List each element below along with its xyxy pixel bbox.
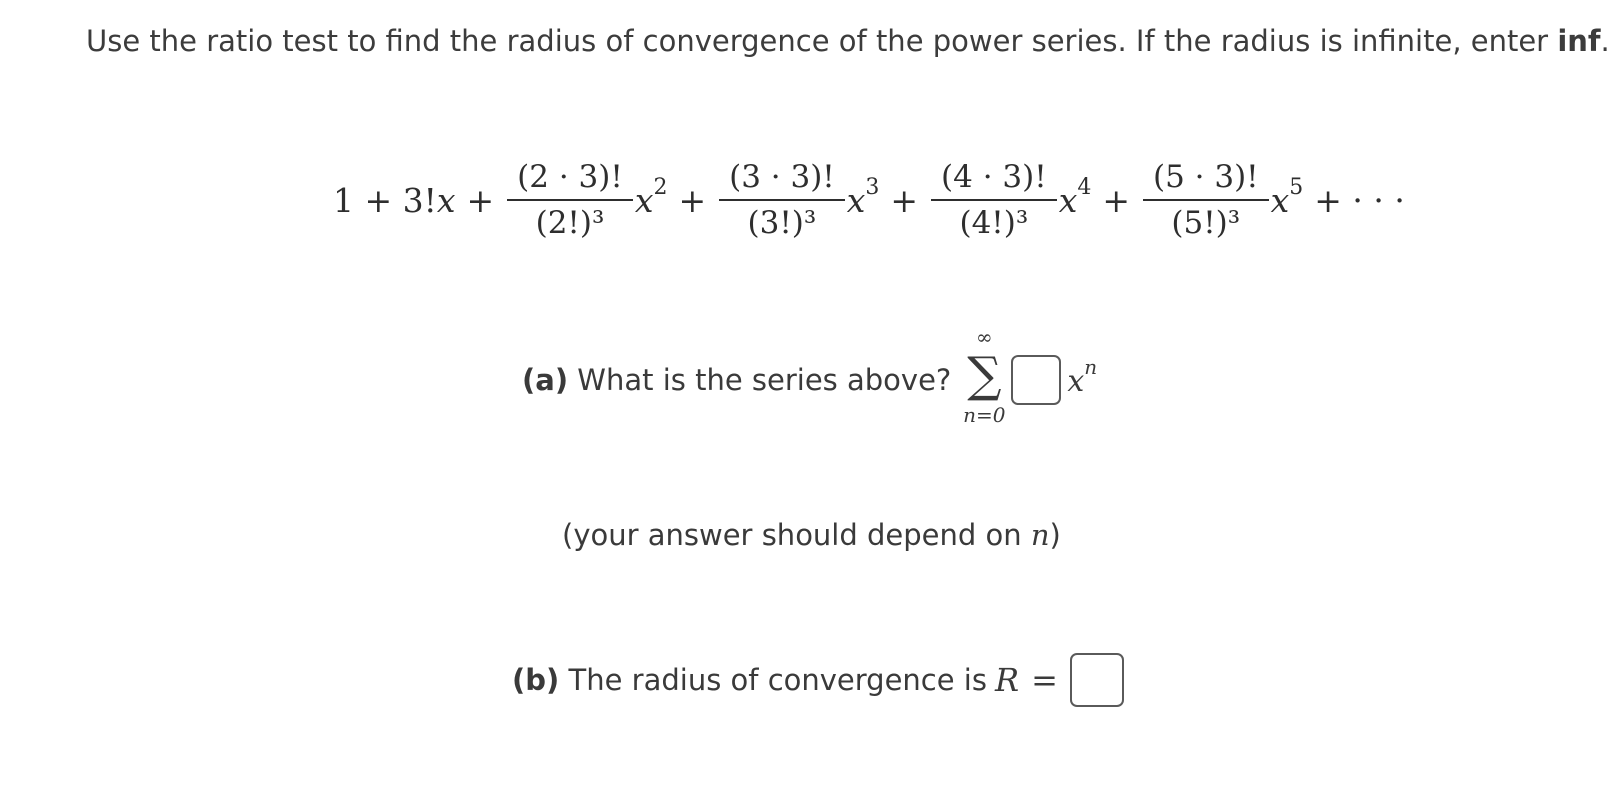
x-to-n-term <box>1067 355 1098 399</box>
series-lead-text: 1 + 3! <box>333 180 437 220</box>
series-term-3-power <box>846 174 880 220</box>
term-exponent: 3 <box>865 174 880 200</box>
radius-answer-input[interactable] <box>1070 653 1124 707</box>
instructions-body: Use the ratio test to find the radius of convergence of the power series. If the radius is infinite, enter <box>86 24 1558 58</box>
power-series-expression <box>333 140 1416 260</box>
xn-exponent: n <box>1084 355 1098 379</box>
fraction-numerator: (3 · 3)! <box>729 159 835 195</box>
hint-var: n <box>1030 518 1050 552</box>
fraction-numerator: (2 · 3)! <box>517 159 623 195</box>
hint-suffix: ) <box>1049 518 1061 552</box>
xn-var: x <box>1067 364 1085 399</box>
sum-lower-limit: n=0 <box>963 403 1006 427</box>
term-var: x <box>634 180 654 220</box>
fraction-denominator: (3!)³ <box>747 205 817 241</box>
fraction-denominator: (4!)³ <box>959 205 1029 241</box>
plus-sign: + <box>1102 180 1130 220</box>
equals-sign: = <box>1031 661 1058 699</box>
part-b-label: (b) <box>512 663 560 697</box>
series-term-2-power <box>634 174 668 220</box>
series-ellipsis: + · · · <box>1314 180 1405 220</box>
part-a-text: What is the series above? <box>577 363 952 397</box>
part-a-label: (a) <box>522 363 569 397</box>
series-term-4-power <box>1058 174 1092 220</box>
series-term-5-fraction <box>1143 155 1269 245</box>
instructions-text <box>86 24 1610 58</box>
fraction-denominator: (5!)³ <box>1171 205 1241 241</box>
series-term-3-fraction <box>719 155 845 245</box>
term-var: x <box>846 180 866 220</box>
fraction-numerator: (5 · 3)! <box>1152 159 1259 195</box>
hint-prefix: (your answer should depend on <box>562 518 1031 552</box>
radius-var: R <box>994 661 1020 699</box>
hint-text <box>562 518 1061 552</box>
sum-upper-limit: ∞ <box>975 325 993 349</box>
term-exponent: 5 <box>1289 174 1304 200</box>
part-a-question <box>522 325 1097 435</box>
series-term-4-fraction <box>931 155 1057 245</box>
plus-sign: + <box>890 180 919 220</box>
part-b-text: The radius of convergence is <box>568 663 987 697</box>
instructions-end: . <box>1600 24 1610 58</box>
part-b-question <box>512 652 1124 708</box>
term-var: x <box>1058 180 1078 220</box>
term-exponent: 2 <box>653 174 668 200</box>
series-lead-var: x <box>436 180 456 220</box>
series-term-answer-input[interactable] <box>1011 355 1061 405</box>
fraction-denominator: (2!)³ <box>535 205 605 241</box>
series-term-5-power <box>1270 174 1304 220</box>
sigma-glyph: ∑ <box>967 347 1002 403</box>
inf-keyword: inf <box>1557 24 1601 58</box>
summation-symbol <box>957 325 1011 435</box>
series-term-2-fraction <box>507 155 633 245</box>
series-lead <box>333 181 456 220</box>
term-var: x <box>1270 180 1290 220</box>
fraction-numerator: (4 · 3)! <box>941 159 1047 195</box>
plus-sign: + <box>678 180 707 220</box>
plus-sign: + <box>466 180 495 220</box>
term-exponent: 4 <box>1077 174 1092 200</box>
